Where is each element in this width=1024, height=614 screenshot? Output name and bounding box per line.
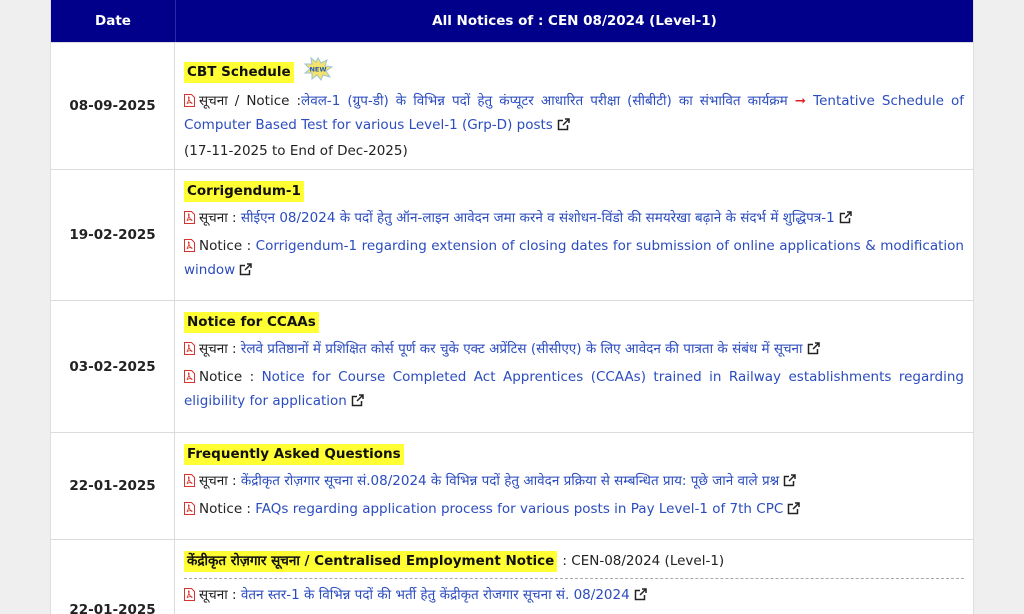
table-header [51, 0, 973, 42]
external-link-icon[interactable] [783, 474, 796, 487]
notice-line [184, 234, 964, 282]
table-row [51, 42, 973, 169]
notice-label: सूचना : [199, 587, 237, 603]
hindi-notice-link[interactable]: वेतन स्तर-1 के विभिन्न पदों की भर्ती हेतु केंद्रीकृत रोजगार सूचना सं. 08/2024 [240, 587, 630, 603]
arrow-right-icon: ➞ [794, 93, 807, 109]
pdf-icon [184, 588, 195, 601]
notice-title: CBT Schedule [184, 62, 294, 83]
row-date: 22-01-2025 [51, 540, 175, 614]
english-notice-link[interactable]: Notice for Course Completed Act Apprentices (CCAAs) trained in Railway establishments regarding eligibility for application [184, 369, 964, 409]
notice-label: सूचना / Notice : [199, 93, 302, 109]
row-content [175, 540, 973, 614]
pdf-icon [184, 342, 195, 355]
notice-title: Notice for CCAAs [184, 312, 319, 333]
hindi-notice-link[interactable]: रेलवे प्रतिष्ठानों में प्रशिक्षित कोर्स पूर्ण कर चुके एक्ट अप्रेंटिस (सीसीएए) के लिए आवेदन की पात्रता के संबंध में सूचना [240, 341, 803, 357]
external-link-icon[interactable] [634, 588, 647, 601]
english-notice-link[interactable]: Corrigendum-1 regarding extension of closing dates for submission of online applications & modification window [184, 238, 964, 278]
date-column-header: Date [51, 0, 176, 42]
new-badge-icon [303, 57, 333, 85]
notices-column-header: All Notices of : CEN 08/2024 (Level-1) [432, 13, 717, 29]
pdf-icon [184, 370, 195, 383]
pdf-icon [184, 474, 195, 487]
external-link-icon[interactable] [787, 502, 800, 515]
notice-label: Notice : [199, 369, 255, 385]
notice-line [184, 365, 964, 413]
external-link-icon[interactable] [239, 263, 252, 276]
notice-line [184, 469, 964, 493]
notice-line [184, 206, 964, 230]
notice-label: Notice : [199, 238, 252, 254]
pdf-icon [184, 502, 195, 515]
row-date: 08-09-2025 [51, 43, 175, 169]
hindi-notice-link[interactable]: सीईएन 08/2024 के पदों हेतु ऑन-लाइन आवेदन जमा करने व संशोधन-विंडो की समयरेखा बढ़ाने के संदर्भ में शुद्धिपत्र-1 [240, 210, 835, 226]
notice-title: Corrigendum-1 [184, 181, 304, 202]
pdf-icon [184, 211, 195, 224]
notice-label: Notice : [199, 501, 251, 517]
notice-title: केंद्रीकृत रोज़गार सूचना / Centralised Employment Notice [184, 551, 557, 572]
hindi-notice-link[interactable]: केंद्रीकृत रोज़गार सूचना सं.08/2024 के विभिन्न पदों हेतु आवेदन प्रक्रिया से सम्बन्धित प्राय: पूछे जाने वाले प्रश्न [240, 473, 780, 489]
row-content [175, 43, 973, 169]
notice-line [184, 337, 964, 361]
row-content [175, 170, 973, 300]
notice-line [184, 89, 964, 137]
pdf-icon [184, 94, 195, 107]
notice-title: Frequently Asked Questions [184, 444, 404, 465]
svg-text:NEW: NEW [309, 65, 327, 74]
external-link-icon[interactable] [351, 394, 364, 407]
table-row [51, 169, 973, 300]
pdf-icon [184, 239, 195, 252]
row-date: 03-02-2025 [51, 301, 175, 432]
notice-label: सूचना : [199, 473, 237, 489]
notice-label: सूचना : [199, 341, 237, 357]
external-link-icon[interactable] [557, 118, 570, 131]
notice-label: सूचना : [199, 210, 237, 226]
table-row [51, 300, 973, 432]
external-link-icon[interactable] [807, 342, 820, 355]
notice-line [184, 583, 964, 607]
row-date: 22-01-2025 [51, 433, 175, 539]
row-content [175, 433, 973, 539]
external-link-icon[interactable] [839, 211, 852, 224]
table-row [51, 539, 973, 614]
notice-title-suffix: : CEN-08/2024 (Level-1) [562, 553, 725, 569]
row-date: 19-02-2025 [51, 170, 175, 300]
divider [184, 578, 964, 579]
table-row [51, 432, 973, 539]
row-content [175, 301, 973, 432]
date-range-note: (17-11-2025 to End of Dec-2025) [184, 143, 408, 159]
notices-table [50, 0, 974, 614]
hindi-notice-link[interactable]: लेवल-1 (ग्रुप-डी) के विभिन्न पदों हेतु कंप्यूटर आधारित परीक्षा (सीबीटी) का संभावित कार्यक्रम [301, 93, 788, 109]
notice-line [184, 497, 964, 521]
english-notice-link[interactable]: FAQs regarding application process for various posts in Pay Level-1 of 7th CPC [255, 501, 784, 517]
english-notice-link[interactable]: Tentative Schedule of Computer Based Test for various Level-1 (Grp-D) posts [184, 93, 964, 133]
